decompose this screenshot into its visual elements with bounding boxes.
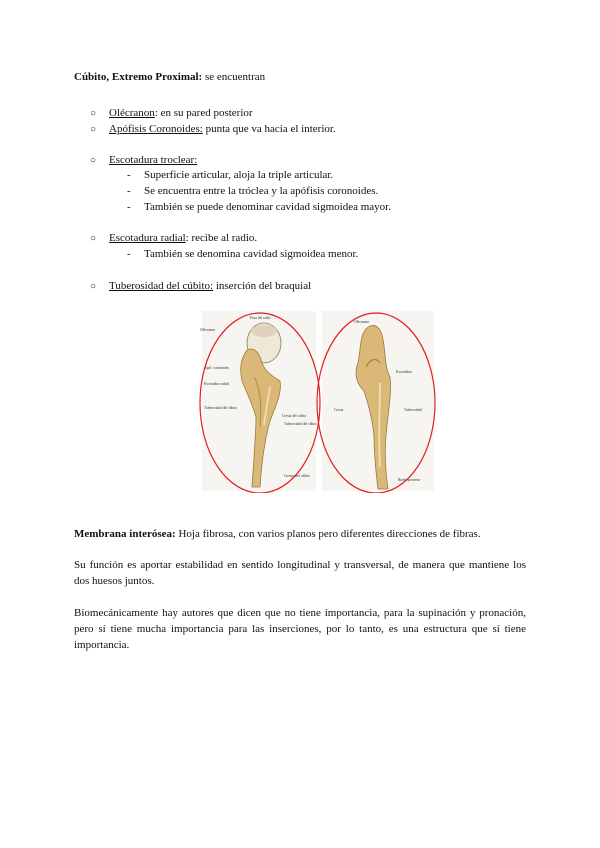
sub-item: Superficie articular, aloja la triple articular. [144, 169, 334, 181]
figure-label: Cuerpo del cúbito [284, 474, 310, 478]
figure-label: Tuberosidad del cúbito [204, 406, 238, 410]
figure-label: Apóf. coronoides [204, 366, 229, 370]
sub-item: Se encuentra entre la tróclea y la apófisis coronoides. [144, 185, 379, 197]
item-term: Escotadura troclear: [109, 154, 198, 166]
bullet-icon: ○ [90, 108, 97, 119]
item-term: Tuberosidad del cúbito: [109, 280, 214, 292]
item-text: : recibe al radio. [185, 232, 258, 244]
heading-title: Cúbito, Extremo Proximal: [74, 71, 203, 83]
item-term: Olécranon [109, 107, 155, 119]
figure-label: Cresta [334, 408, 344, 412]
figure-label: Tuberosidad [404, 408, 422, 412]
sub-item: También se denomina cavidad sigmoidea menor. [144, 248, 359, 260]
sub-item: También se puede denominar cavidad sigmoidea mayor. [144, 201, 391, 213]
ulna-illustration [196, 307, 438, 493]
paragraph-biomechanics: Biomecánicamente hay autores que dicen que no tiene importancia, para la supinación y pronación, pero sí tiene mucha importancia para las inserciones, por lo tanto, es una estructura que sí tiene importancia. [74, 607, 526, 651]
membrane-title: Membrana interósea: [74, 528, 176, 540]
figure-label: Olécranon [354, 320, 369, 324]
figure-label: Tuberosidad del cúbito [284, 422, 318, 426]
item-text: inserción del braquial [213, 280, 312, 292]
figure-label: Escotadura [396, 370, 412, 374]
figure-label: Escotadura radial [204, 382, 230, 386]
figure-label: Borde posterior [398, 478, 421, 482]
dash-icon: - [127, 248, 131, 260]
item-text: : en su pared posterior [154, 107, 253, 119]
section-heading [74, 71, 265, 84]
item-term: Apófisis Coronoides: [109, 123, 203, 135]
item-term: Escotadura radial [109, 232, 186, 244]
bullet-icon: ○ [90, 124, 97, 135]
ulna-figure-svg [196, 307, 438, 493]
list-item [109, 123, 336, 136]
radial-fovea [251, 325, 277, 337]
membrane-line [74, 528, 481, 541]
bullet-icon: ○ [90, 155, 97, 166]
heading-rest: se encuentran [202, 71, 266, 83]
figure-label: Cresta del cúbito [282, 414, 307, 418]
lateral-highlight [379, 383, 380, 467]
bullet-icon: ○ [90, 233, 97, 244]
figure-label: Olécranon [200, 328, 215, 332]
list-item [109, 154, 197, 167]
list-item [109, 232, 257, 245]
figure-label: Fosa del radio [250, 316, 271, 320]
bullet-icon: ○ [90, 281, 97, 292]
membrane-text: Hoja fibrosa, con varios planos pero diferentes direcciones de fibras. [175, 528, 481, 540]
dash-icon: - [127, 201, 131, 213]
paragraph-function: Su función es aportar estabilidad en sentido longitudinal y transversal, de manera que mantiene los dos huesos juntos. [74, 559, 526, 587]
list-item [109, 280, 311, 293]
dash-icon: - [127, 169, 131, 181]
dash-icon: - [127, 185, 131, 197]
list-item [109, 107, 253, 120]
item-text: punta que va hacia el interior. [202, 123, 336, 135]
